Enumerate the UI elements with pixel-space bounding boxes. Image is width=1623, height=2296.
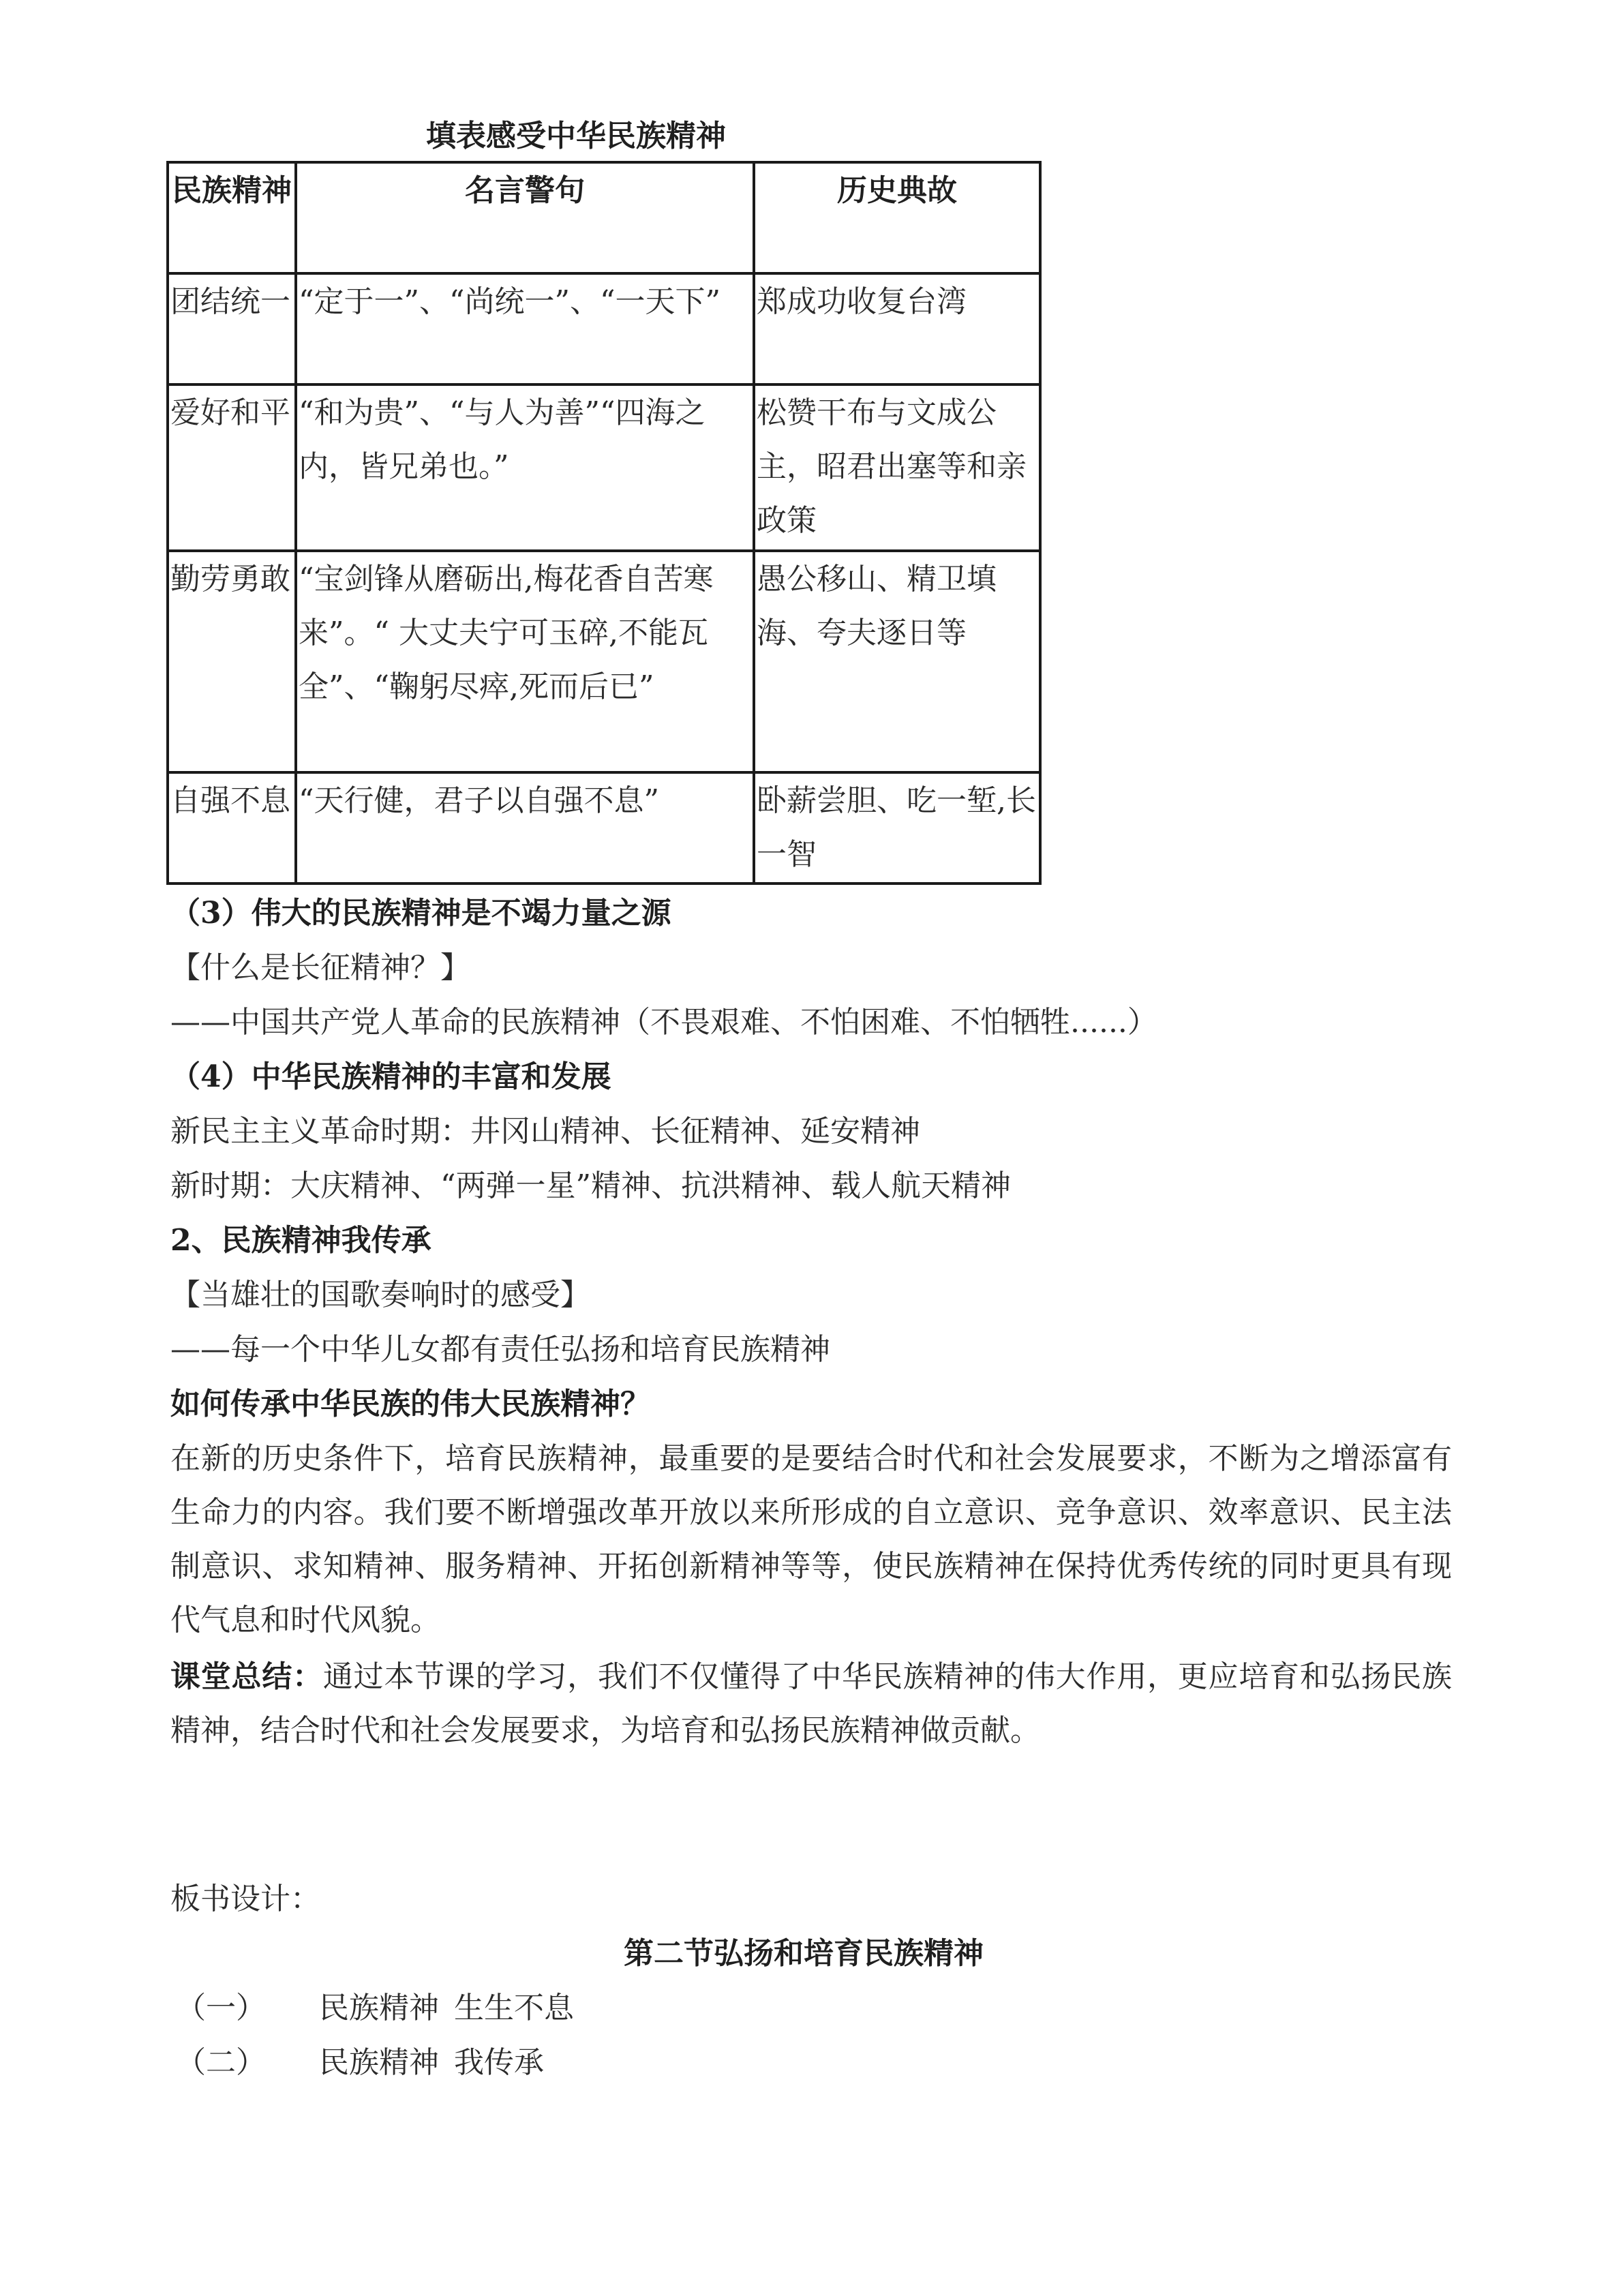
summary-text: 通过本节课的学习，我们不仅懂得了中华民族精神的伟大作用，更应培育和弘扬民族精神，结合时代和社会发展要求，为培育和弘扬民族精神做贡献。 <box>170 1659 1453 1748</box>
section3-question: 【什么是长征精神？】 <box>170 950 470 985</box>
summary-label: 课堂总结： <box>170 1659 323 1694</box>
table-row <box>168 772 1040 883</box>
section3-answer: ——中国共产党人革命的民族精神（不畏艰难、不怕困难、不怕牺牲......） <box>170 1005 1157 1040</box>
header-quotes: 名言警句 <box>296 162 754 273</box>
board-title: 第二节弘扬和培育民族精神 <box>624 1936 984 1971</box>
table-row <box>168 384 1040 551</box>
header-spirit: 民族精神 <box>168 162 296 273</box>
cell-spirit: 自强不息 <box>168 772 296 883</box>
cell-quotes: “和为贵”、“与人为善”“四海之内，皆兄弟也。” <box>296 384 754 551</box>
board-item-sub: 我传承 <box>454 2045 544 2080</box>
header-stories: 历史典故 <box>754 162 1040 273</box>
section4-line2: 新时期：大庆精神、“两弹一星”精神、抗洪精神、载人航天精神 <box>170 1168 1011 1203</box>
inherit-question: 如何传承中华民族的伟大民族精神？ <box>170 1387 650 1421</box>
table-row <box>168 273 1040 384</box>
section4-line1: 新民主主义革命时期：井冈山精神、长征精神、延安精神 <box>170 1114 920 1149</box>
section3-heading: （3）伟大的民族精神是不竭力量之源 <box>170 896 671 931</box>
section2-heading: 2、民族精神我传承 <box>170 1223 431 1258</box>
board-item-main: 民族精神 <box>319 2045 439 2080</box>
table-header-row <box>168 162 1040 273</box>
board-item <box>176 2036 544 2089</box>
cell-quotes: “定于一”、“尚统一”、“一天下” <box>296 273 754 384</box>
board-item-main: 民族精神 <box>319 1991 439 2025</box>
cell-quotes: “宝剑锋从磨砺出,梅花香自苦寒来”。“ 大丈夫宁可玉碎,不能瓦全”、“鞠躬尽瘁,死而后已” <box>296 551 754 772</box>
board-label: 板书设计： <box>170 1882 320 1916</box>
cell-stories: 卧薪尝胆、吃一堑,长一智 <box>754 772 1040 883</box>
table-row <box>168 551 1040 772</box>
table-title: 填表感受中华民族精神 <box>426 119 726 153</box>
cell-stories: 愚公移山、精卫填海、夸夫逐日等 <box>754 551 1040 772</box>
cell-quotes: “天行健，君子以自强不息” <box>296 772 754 883</box>
section4-heading: （4）中华民族精神的丰富和发展 <box>170 1059 611 1094</box>
cell-spirit: 团结统一 <box>168 273 296 384</box>
section2-answer: ——每一个中华儿女都有责任弘扬和培育民族精神 <box>170 1332 830 1367</box>
cell-spirit: 爱好和平 <box>168 384 296 551</box>
inherit-paragraph: 在新的历史条件下，培育民族精神，最重要的是要结合时代和社会发展要求，不断为之增添富有生命力的内容。我们要不断增强改革开放以来所形成的自立意识、竞争意识、效率意识、民主法制意识、求知精神、服务精神、开拓创新精神等等，使民族精神在保持优秀传统的同时更具有现代气息和时代风貌。 <box>170 1441 1452 1637</box>
summary-paragraph <box>170 1650 1452 1757</box>
spirit-table <box>166 161 1042 885</box>
cell-spirit: 勤劳勇敢 <box>168 551 296 772</box>
board-item-number: （一） <box>176 1991 266 2025</box>
section2-prompt: 【当雄壮的国歌奏响时的感受】 <box>170 1278 590 1312</box>
board-item-sub: 生生不息 <box>454 1991 574 2025</box>
board-item <box>176 1981 574 2035</box>
board-item-number: （二） <box>176 2045 266 2080</box>
cell-stories: 松赞干布与文成公主，昭君出塞等和亲政策 <box>754 384 1040 551</box>
cell-stories: 郑成功收复台湾 <box>754 273 1040 384</box>
